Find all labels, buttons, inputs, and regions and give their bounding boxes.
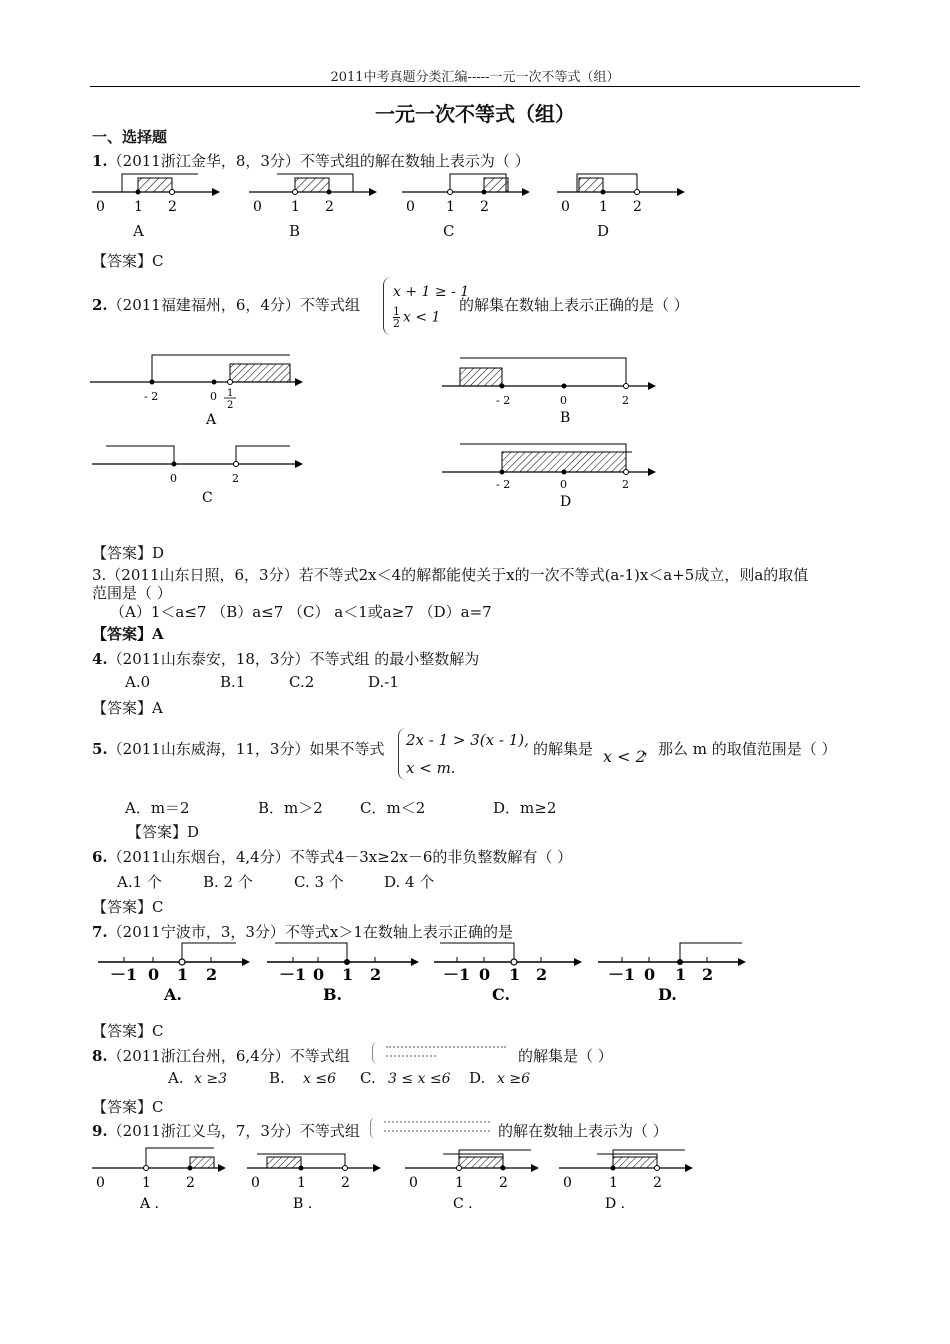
- choice-d: D.-1: [368, 673, 399, 691]
- choice-c: C．m＜2: [360, 799, 426, 817]
- choice-c: C.2: [289, 673, 315, 691]
- tick-minus-1: －1: [443, 965, 471, 984]
- tick-2: 2: [653, 1175, 662, 1191]
- solution-set: x < 2: [603, 747, 646, 766]
- choice-b: B．m＞2: [258, 799, 323, 817]
- question-text: （2011浙江金华，8，3分）不等式组的解在数轴上表示为（ ）: [107, 152, 530, 170]
- choice-c-value: 3 ≤ x ≤6: [388, 1071, 451, 1087]
- question-1: [92, 150, 530, 171]
- choice-a-value: x ≥3: [194, 1071, 227, 1087]
- question-9-prefix: [92, 1120, 360, 1141]
- question-number: 7.: [92, 923, 108, 941]
- choice-label-d: D.: [658, 985, 677, 1004]
- tick-2: 2: [622, 394, 629, 407]
- choice-label-d: D: [560, 494, 572, 510]
- choice-c: C. 3 个: [294, 873, 344, 891]
- question-7: [92, 921, 513, 942]
- choice-label-c: C.: [492, 985, 511, 1004]
- question-2-prefix: [92, 294, 360, 315]
- inequality-1: x + 1 ≥ - 1: [393, 284, 470, 300]
- tick-1: 1: [177, 965, 189, 984]
- choice-label-d: D .: [605, 1196, 626, 1212]
- tick-2: 2: [232, 472, 239, 485]
- tick-0: 0: [479, 965, 491, 984]
- choice-label-c: C: [202, 490, 213, 506]
- question-5-middle: 的解集是: [533, 740, 594, 758]
- answer-7: [92, 1020, 163, 1041]
- question-text: （2011山东威海，11，3分）如果不等式: [107, 740, 385, 758]
- inequality-2: x < m.: [406, 759, 456, 777]
- tick-1: 1: [599, 199, 608, 215]
- question-5-suffix: ，那么 m 的取值范围是（ ）: [643, 740, 837, 758]
- tick-1: 1: [609, 1175, 618, 1191]
- tick-0: 0: [96, 199, 105, 215]
- answer-4: 【答案】A: [92, 699, 163, 717]
- question-number: 9.: [92, 1122, 108, 1140]
- question-text: （2011浙江台州，6,4分）不等式组: [107, 1047, 350, 1065]
- choice-b: B. 2 个: [203, 873, 253, 891]
- page-header: 2011中考真题分类汇编-----一元一次不等式（组）: [330, 70, 620, 85]
- choice-label-a: A.: [164, 985, 182, 1004]
- q9-number-line-b: [245, 1144, 385, 1214]
- header-rule: [90, 86, 860, 87]
- choice-a: A．m＝2: [125, 799, 190, 817]
- tick-1: 1: [134, 199, 143, 215]
- question-8-suffix: 的解集是（ ）: [518, 1047, 613, 1065]
- tick-0: 0: [251, 1175, 260, 1191]
- tick-0: 0: [409, 1175, 418, 1191]
- q1-number-line-b: [247, 170, 377, 220]
- question-4: [92, 648, 479, 669]
- choice-label-b: B.: [323, 985, 343, 1004]
- choice-label-a: A: [133, 222, 144, 240]
- choice-label-d: D.: [469, 1069, 486, 1087]
- question-3-line-1: 3.（2011山东日照，6，3分）若不等式2x＜4的解都能使关于x的一次不等式(a-1)x＜a+5成立，则a的取值: [92, 566, 809, 584]
- tick-2: 2: [536, 965, 548, 984]
- tick-0: 0: [96, 1175, 105, 1191]
- choice-label-c: C.: [360, 1069, 376, 1087]
- q2-number-line-b: [440, 352, 660, 430]
- choice-d: D. 4 个: [384, 873, 435, 891]
- q7-number-line-a: [96, 940, 256, 1004]
- tick-1: 1: [446, 199, 455, 215]
- choice-b-value: x ≤6: [303, 1071, 336, 1087]
- tick-2: 2: [480, 199, 489, 215]
- question-5-prefix: [92, 738, 384, 759]
- choice-a: A.1 个: [117, 873, 162, 891]
- tick-half-denominator: 2: [227, 400, 234, 411]
- question-text: （2011山东烟台，4,4分）不等式4－3x≥2x－6的非负整数解有（ ）: [107, 848, 573, 866]
- q1-number-line-a: [90, 170, 220, 220]
- question-3-choices: （A）1＜a≤7 （B）a≤7 （C） a＜1或a≥7 （D）a=7: [110, 603, 492, 621]
- answer-2: 【答案】D: [92, 544, 165, 562]
- q2-number-line-c: [90, 440, 305, 510]
- tick-0: 0: [210, 390, 217, 403]
- choice-label-a: A.: [168, 1069, 184, 1087]
- question-number: 8.: [92, 1047, 108, 1065]
- choice-label-d: D: [597, 222, 610, 240]
- tick-2: 2: [186, 1175, 195, 1191]
- inequality-2-text: x < 1: [403, 309, 441, 326]
- tick-minus-1: －1: [279, 965, 307, 984]
- tick-0: 0: [148, 965, 160, 984]
- question-text: （2011山东泰安，18，3分）不等式组 的最小整数解为: [107, 650, 480, 668]
- answer-8: 【答案】C: [92, 1098, 164, 1116]
- tick-2: 2: [370, 965, 382, 984]
- question-text: （2011宁波市，3，3分）不等式x＞1在数轴上表示正确的是: [107, 923, 513, 941]
- tick-minus-1: －1: [608, 965, 636, 984]
- choice-label-b: B: [289, 222, 301, 240]
- tick-1: 1: [342, 965, 354, 984]
- answer-text: 【答案】C: [92, 1022, 164, 1040]
- answer-1: 【答案】C: [92, 252, 164, 270]
- fraction-denominator: 2: [393, 317, 400, 330]
- choice-label-a: A .: [140, 1196, 160, 1212]
- tick-minus-2: - 2: [144, 390, 159, 403]
- tick-2: 2: [341, 1175, 350, 1191]
- tick-0: 0: [406, 199, 415, 215]
- question-text: （2011福建福州，6，4分）不等式组: [107, 296, 360, 314]
- tick-0: 0: [560, 478, 567, 491]
- question-number: 5.: [92, 740, 108, 758]
- choice-label-c: C .: [453, 1196, 473, 1212]
- document-title: 一元一次不等式（组）: [375, 102, 575, 126]
- tick-0: 0: [561, 199, 570, 215]
- question-text: （2011浙江义乌，7，3分）不等式组: [107, 1122, 360, 1140]
- tick-1: 1: [291, 199, 300, 215]
- tick-2: 2: [206, 965, 218, 984]
- choice-a: A.0: [125, 673, 151, 691]
- tick-0: 0: [313, 965, 325, 984]
- question-number: 1.: [92, 152, 108, 170]
- q7-number-line-b: [265, 940, 425, 1004]
- question-3-line-2: 范围是（ ）: [92, 584, 172, 602]
- tick-minus-2: - 2: [496, 478, 511, 491]
- tick-0: 0: [253, 199, 262, 215]
- tick-2: 2: [325, 199, 334, 215]
- answer-5: [127, 821, 199, 842]
- question-2-suffix: 的解集在数轴上表示正确的是（ ）: [459, 296, 689, 314]
- tick-2: 2: [702, 965, 714, 984]
- choice-d-value: x ≥6: [497, 1071, 530, 1087]
- choice-d: D．m≥2: [493, 799, 557, 817]
- section-heading: 一、选择题: [92, 128, 168, 146]
- q7-number-line-c: [432, 940, 592, 1004]
- choice-label-b: B.: [269, 1069, 285, 1087]
- tick-2: 2: [499, 1175, 508, 1191]
- tick-0: 0: [644, 965, 656, 984]
- tick-minus-1: －1: [110, 965, 138, 984]
- tick-1: 1: [675, 965, 687, 984]
- question-number: 6.: [92, 848, 108, 866]
- tick-0: 0: [563, 1175, 572, 1191]
- tick-0: 0: [170, 472, 177, 485]
- q2-number-line-a: [90, 352, 305, 430]
- inequality-2: [393, 306, 440, 329]
- choice-label-a: A: [206, 412, 217, 428]
- q9-number-line-a: [90, 1144, 230, 1214]
- question-6: [92, 846, 572, 867]
- q1-number-line-d: [555, 170, 685, 220]
- tick-1: 1: [455, 1175, 464, 1191]
- tick-half-numerator: 1: [227, 388, 234, 399]
- q1-number-line-c: [400, 170, 530, 220]
- answer-6: 【答案】C: [92, 898, 164, 916]
- tick-0: 0: [560, 394, 567, 407]
- q2-number-line-d: [440, 438, 660, 510]
- system-image-placeholder: [370, 1117, 494, 1139]
- question-number: 4.: [92, 650, 108, 668]
- choice-label-b: B: [560, 410, 571, 426]
- question-number: 2.: [92, 296, 108, 314]
- answer-text: 【答案】D: [127, 823, 200, 841]
- tick-2: 2: [633, 199, 642, 215]
- fraction-numerator: 1: [393, 305, 400, 318]
- answer-3: 【答案】A: [92, 625, 164, 643]
- system-image-placeholder: [372, 1042, 512, 1064]
- choice-label-c: C: [443, 222, 455, 240]
- choice-label-b: B .: [293, 1196, 313, 1212]
- tick-1: 1: [297, 1175, 306, 1191]
- tick-2: 2: [622, 478, 629, 491]
- tick-1: 1: [509, 965, 521, 984]
- inequality-1: 2x - 1 > 3(x - 1),: [406, 731, 529, 749]
- tick-minus-2: - 2: [496, 394, 511, 407]
- question-9-suffix: 的解在数轴上表示为（ ）: [498, 1122, 668, 1140]
- question-8-prefix: [92, 1045, 350, 1066]
- tick-2: 2: [168, 199, 177, 215]
- choice-b: B.1: [220, 673, 246, 691]
- q7-number-line-d: [596, 940, 756, 1004]
- q9-number-line-d: [557, 1144, 697, 1214]
- q9-number-line-c: [403, 1144, 543, 1214]
- tick-1: 1: [142, 1175, 151, 1191]
